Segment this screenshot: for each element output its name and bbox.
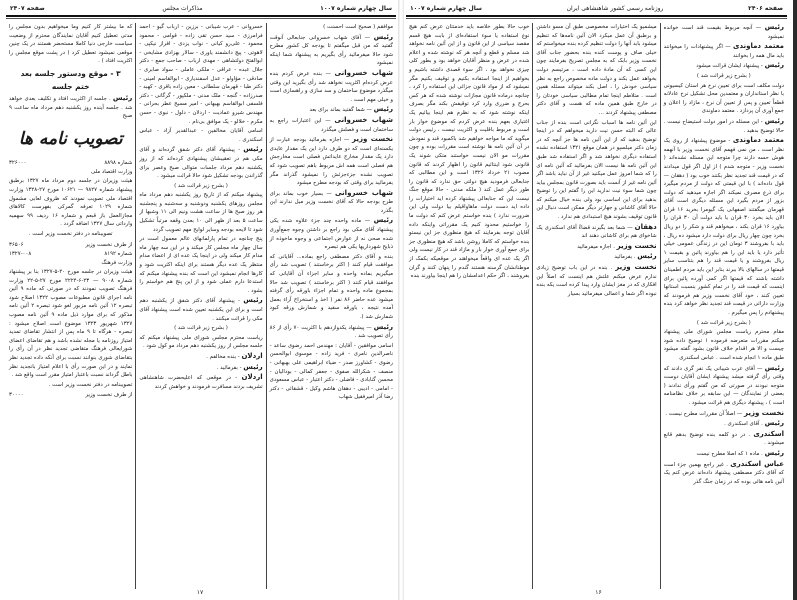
speech-text: - پیشنهاد آقای دکتر شفق گرده‌اند و آقای مکی هم در تعقیبشان پیشنهادی کرده‌اند که از روز یکشنبه دهم مرداد جلسات متوالی صبح وعصر برای گذراندن بودجه تشکیل شود حالا قرائت میشود . xyxy=(139,147,263,180)
speaker-paragraph xyxy=(536,242,656,252)
speaker-name: رئیس xyxy=(373,105,393,114)
speaker-paragraph xyxy=(139,145,262,180)
speech-text: — بسیار خوب بماند برای طرح بودجه حالا که آقای نخست وزیر میل ندارند این بگذرد xyxy=(269,190,393,214)
speaker-paragraph xyxy=(270,216,393,251)
speaker-name: اردلان xyxy=(241,373,263,382)
speaker-name: نخست وزیر xyxy=(616,241,657,250)
body-paragraph: که ما بیشتر کار کنیم وما میخواهیم بدون مجلس را مدتی تعطیل کنیم آقایان نمایندگان محترم از وضعیت سیاست خارجی دنیا کاملا مستحضر هستند در یک چنین موقعی نمیشود تعطیل کرد ( در پشت موقع مجلس را اکثریت افتاد ) . xyxy=(9,24,133,65)
body-paragraph: اسامی موافقین - آقایان : مهندس احمد رضوی ساعد - ناصرالدین نامری - فرید زاده - موسوی ابوالحسن رضوی - کشاورز صدر - ضیاء ابراهیمی علی بهبهانی - منصف - شکرالله صفوی - جعفر کمالی - بودالیان - محسن گنابادی - فاضلی - دکتر اعتبار - عباس مسعودی - امامی - ادیبی - دهقان هاشم وکیل - قشقائی - دکتر رضا آذر امیرفقیل شهاب xyxy=(269,342,393,401)
speech-text: — ماده واحده چند جزء علاوه شده یکی پیشنهاد آقای مکی بود راجع بر داشتن وجوه جمع‌آوری شده صحی نه از عوارض اجتماعی و وجوه ماخوذه از ذبایح شهرداریها یکی هم تبصره xyxy=(269,218,393,251)
speech-text: - در موقعی که اعلیحضرت شاهنشاهی تشریف بردند مسافرت فرمودند و خواهش کردند xyxy=(139,375,263,390)
speaker-name: رئیس xyxy=(243,145,263,154)
page-folio: ۱۶ xyxy=(595,589,602,596)
column xyxy=(267,23,396,589)
signatory: از طرف نخست وزیر xyxy=(85,392,133,399)
decree-body: هیئت وزیران در جلسه مورخ ۲۰-۵-۱۳۲۷ بنا بر پیشنهاد شماره ۹۰۰۸ — ۲۳-۶-۲۲۲۴ مورخ ۲۷-۵-۲۲ وزارت فرهنگ تصویب نمودند که در صورتی که ماده ۹ آئین نامه اجرای قانون مطبوعات مصوب ۱۳۲۲ اصلاح شود تبصره ۱۲ آئین نامه مزبور لغو شود تبصره ۲ آئین نامه مذکور که برای موارد ذیل ماده ۹ آئین نامه مصوب ۱۳۲۷ شهریور ۱۳۲۳ موضوع است اصلاح میشود : تبصره - هرگاه تا ۹ ماه پس از انتشار تقاضای تمدید امتیاز روزنامه یا مجله نشده باشد و هم تقاضای اعضای شورایعالی فرهنگ متقاضی تجدید نظر در آن رأی را بتقاضای شوری بنوانند نسبت برای آنکه داده تجدید نظر نمایند و در این صورت رأی با اعلام امتیاز بانجدید نظر باطل گرداند نسبت باعتبار امتیاز مقرر است واقع شد . xyxy=(9,269,133,379)
speech-text: — بنده عرض کردم بنده عرض کرده‌ام اکثریت نخواهد شد رأی بگیرید این وقتی میگذرد موضوع ساختمان و سد سازی و راهسازی است و خیلی مهم است . xyxy=(269,70,393,103)
speaker-paragraph xyxy=(139,352,262,362)
read-notice: ( بشرح زیر قرائت شد ) xyxy=(174,182,228,189)
decree xyxy=(9,250,132,380)
speech-text: — اگر پیشنهادات را میخوانند باید مال همه را بخوانند xyxy=(663,44,784,59)
speech-text: . اجازه میفرمائید xyxy=(577,243,615,250)
column xyxy=(661,23,787,589)
speaker-paragraph xyxy=(270,69,393,104)
decree-signature xyxy=(9,241,132,250)
speech-text: — آقای شهاب خسروانی جنابعالی آنوقت گفتید که من قبل میگفتم تا بودجه کل کشور مطرح شود حالا میفرمائید رأی بگیریم به پیشنهاد شما اینکه نمیشود xyxy=(269,34,393,67)
speaker-name: عباس اسکندری xyxy=(730,459,784,468)
body-paragraph: مقام محترم ریاست مجلس شورای ملی پیشنهاد میکنم مقررات متعرضه فرموده ۱ توضیح داده شود چیست و الا هر اقدام خلاف قانون بشود گفته میشود طبق ماده ۱ انجام شده است . عباس اسکندری xyxy=(663,329,784,361)
binding-edge xyxy=(793,0,797,600)
decree-meta xyxy=(9,159,132,168)
decree-date: ۳۲۶۰۰۰ xyxy=(9,159,27,166)
speaker-name: رئیس xyxy=(764,363,784,372)
speech-text: . ماده ۱ که اصلا مطرح نیست xyxy=(696,450,763,457)
speaker-paragraph xyxy=(139,296,262,323)
decree-signature xyxy=(9,391,132,400)
read-notice: ( بشرح زیر قرائت شد ) xyxy=(696,319,751,326)
reference-number: ۳۶۵۰۶ xyxy=(9,241,24,248)
speech-text: . غیر راجع بهمین جزء است که آقای دکتر مصطفی پیشنهاد داده‌اند عرض کنم یک آئین نامه هائی بوده که در زمان جنگ گذر xyxy=(663,461,784,485)
speech-text: — اصلاً آن مقررات مطرح نیست . xyxy=(665,410,743,417)
column xyxy=(6,23,136,589)
speech-text: . در دو کلمه بنده توضیح بدهم قانع میشوند . xyxy=(663,431,784,447)
decree-footer: تصویبنامه در دفتر نخست وزیر است . xyxy=(28,230,113,237)
right-page-columns xyxy=(406,23,787,589)
speaker-paragraph xyxy=(664,409,784,419)
speaker-name: معتمد دماوندی xyxy=(732,136,784,145)
speech-text: — این اعتبارات راجع به ساختمان است و فصلش میگذرد xyxy=(269,117,393,133)
speaker-paragraph xyxy=(664,419,784,429)
speaker-paragraph xyxy=(270,116,393,134)
speaker-name: رئیس xyxy=(373,216,394,225)
speech-text: - پیشنهاد ایشان قرائت میشود xyxy=(696,63,763,70)
decree-number: شماره ۸۱۹۲ xyxy=(104,250,133,257)
speaker-paragraph xyxy=(664,61,784,71)
section-heading: ختم جلسه xyxy=(51,81,90,91)
speaker-name: شهاب خسروانی xyxy=(334,115,393,124)
speech-text: . آقای اسکندری . xyxy=(724,421,763,428)
page-number: صفحه ۲۴۰۶ xyxy=(748,5,783,12)
speech-text: . بنده در این باب توضیح زیادی ندارم عرض میکنم علتش هم اینست که اصلاً این افکاری که در مغز ایشان وارد پیدا کرده است یکه بنده نبوده اگر شما و اعمالی میفرمائید بسیار xyxy=(536,265,657,297)
speaker-paragraph xyxy=(664,364,784,408)
signatory: از طرف نخست وزیر xyxy=(85,241,133,248)
speaker-paragraph xyxy=(270,135,393,188)
speaker-name: نخست وزیر xyxy=(743,408,784,417)
speech-text: - پیشنهاد آقای دکتر شفق از یکشنبه دهم است و برای این یکشنبه تعیین شده است پیشنهاد آقای مکی را قرائت میکنند . xyxy=(139,298,263,322)
speaker-name: اردلان xyxy=(241,351,263,360)
body-paragraph: خسروانی - عرب شیبانی - برزین - ارباب گیو - احمد فرامرزی - سید حسن تقی زاده - قوامی - محمود محمود - علی‌رو کیانی - نواب یزدی - افراز نیکپی - لاهوتی - پیچ دانشمند یاوری - سالار بهزادی مشایخی - ابوالفتح دولتشاهی - مهدی ارباب - صاحب جمع - دکتر جلال عبده - عراقی - ملکی عاملی - سواد صابری - صادقی - مؤاولو - عدل اسفندیاری - ابوالقاسم امینی - دکتر طبا - قهرمان سلطانی - معین زاده باقری - کهبد - صدرزاده - گنجه - ملک مدنی - ملکپور - گرگانی - دکتر فلسفی ابوالقاسم بهبهانی - امیر مسیح عطر بحرانی - مهندس شیرو عمادیت - اردلان - دلول - نبوی - حسن مکرم - خلالو - یک موافق بی‌نام . xyxy=(139,24,263,125)
speaker-name: رئیس xyxy=(764,61,784,70)
publication-title: روزنامه رسمی کشور شاهنشاهی ایران xyxy=(566,5,664,12)
decree-number: شماره ۸۸۹۸ xyxy=(104,159,133,166)
speaker-paragraph xyxy=(536,263,656,298)
decree-ministry: وزارت فرهنگ xyxy=(101,259,133,266)
speaker-name: شهاب خسروانی xyxy=(334,188,393,197)
speech-text: - بفرمائید . xyxy=(216,364,242,371)
body-paragraph: دولت مکلف است برای تعیین نرخ هر استان کیسیونی با نظر استانداران و معتمدین محل تشکیل نرخ عادلانه قطعاً تعیین و پس از تعیین آن نرخ ، مازاد را اعلان و جمع آوری آن پردازد . معتمد دماوندی xyxy=(663,82,784,115)
body-paragraph: میشمیو یک اختیارات مخصوصی طبق آن مسو داشتن و برطبق آن عمل میکرد الان آئین نامه‌ها که تنظیم میشود بابد آنها را دولت تنظیم کرده بنده میخواستم که خیلی صاف و پوست کنده بنده بحضور جناب آقای نخست وزیر بابک که به مجلس تصریح بفرمایند چون این کسی که آن مادهٔ داده است ، مرتیسم دولت بخواهد عمل بکند و دولت ماده مخصوص راجع به نظر سیاسی خودش را ، اصل بکند میتواند مسئله همین است . متلاطم اینجا تمام مطالبی سیاسی خودتان را در خارج طبق همین ماده که هست و آقای دکتر مصطفی پیشنهاد کردند ... xyxy=(536,24,657,116)
body-paragraph: پیشنهاد میکنم که از تاریخ روز یکشنبه دهم مرداد ماه مجلس روزهای یکشنبه ودوشنبه و سه‌شنبه و پنجشنبه هر روز صبح ها از ساعت هشت ونیم الی ۱۱ وشبها از ساعت ۵ بعد از ظهر الی ۱۰ بعدن وقفه مرتباً تشکیل شود تا لایحه بودجه وسایر لوایح مهم تصویب گردد xyxy=(139,192,263,233)
speech-text: - موضوع پیشنهاد از روی یک نظر است ، من نمی فهمم آقای نخست وزیر با آنهمه هوش حسه دارند چرا متوجه این مسئله نشده‌اند ( نخست وزیر - متوجه شدم ) از اول اگر قول میدادند که در قیمت قند تجدید نظر بکنند خوب بود ( دهقان — قول داده‌اند ) با این قیمتی که دولت از مردم میگیرد برای ذرع مصرف نمیکند اگر اجازه میدهید که دولت بزور از مردم بگیرد این مسئله دیگری است آقای قهرمان میگفتند اصفهانی یک گیومرا بخرید ۱۶ قران الان باید بخرد ۳۰ قران یا باید دولت آن ۳۰ قران را بیاورد ۱۶ قران بکند ، میخواهم قند و شکر را دو ریال بخرد چون چهار ریال برای دولت دارد میشود ده ریال ، باید با بفروشند ۳ تومان این در زندگی عمومی خیلی تأثیر دارد یا باید این را هم بیاورند پائین و بقیمت ۱ ریال بفروشند و یا قیمت قند را هم بتناسب سایر قیمتها در سالهای بالا ببرند بنابر این باید مردم اطمینان داشته باشند که قیمتها اگر کمی آورده پائین برای اینست که قیمت قند را در تمام کشور بنسبت استانها تعیین کنند ، خود آقای نخست وزیر هم فرمودند که وزارت دارائی در قیمت قند تجدید نظر خواهد کرد بنده پیشنهادم را پس میگیرم . xyxy=(663,138,784,316)
decree-date: ۱۳۲۷-۰۰۸ xyxy=(9,250,32,257)
body-paragraph: اسامی آقایان مخالفین - عبدالقدیر آزاد - عباس اسکندری . xyxy=(139,128,263,143)
speaker-paragraph xyxy=(270,105,393,115)
body-paragraph: موافقم ( صحیح است احسنت ) xyxy=(323,24,393,30)
speaker-paragraph xyxy=(9,94,132,121)
speech-text: — اجازه بفرمائید بودجه عبارت از یکسنه‌ای است که دو طرف دارد این یک مقدار عایدی دارد یک مقدار مخارج عایداتش فصلی است مخارجش هم فصلی است همه اش مربوط باهم تصویب شود که تصویب نشده جزءجزئش را نمیشود گذراند مگر بفرمائید برای وقتی که بودجه مطرح میشود xyxy=(269,137,393,187)
body-paragraph: خوب حالا بطور خلاصه باید خدمتتان عرض کنم هیچ نوع استفاده یا سوء استفاده‌ای از بابت هیچ قسم مقصد سیاسی از این قانون و از این آئین نامه نخواهد شد مسلم و قطع و آنچه هر که نوشته شده و اعلام شده در عرض و منظر آقایان خواهد بود و بطور کلی چیزی نخواهد بود ، اگر سوء قصدی داشته باشیم و بخواهیم از اینجا استفاده بکنیم و توقیف بکنیم مگر نمیشود که از مواد قانون جزائی این استفاده را کرد ، چنانچه درماده قانون مجازات نوشته شده که هر کس بحرج و ضرری وارد کرد توقیفش بکند مگر بصرف اینکه نوشته شود که به نظرم هم اینجا بیائیم یک اغتیاری بعهم بنده عرض کردم که موضوع خوار بار است و مربوط باقلیت و اکثریت نیست ، رئیس دولت میگوید که ما مواجه خواهیم شد باکمبود قند و نمودش در آن آئین نامه ها نوشته است مقررات بوده و چون مقررات مو الان نیست خواستند متکی شوند یک قانونی شود اینتائیم قانون را اظهار کردند که قانون مصوب ۲۱ خرداد ۱۳۲۶ است و این مطالبی که جنابعالی فرمودید هیچ دولتی حق ندارد که قانون را طور دیگر عمل کند ( ملکه مدنی - حالا موقع جنگ نیست این که جنابعالی پیشنهاد کرده اید اختیارات را داده اید دست دولت ماهاواقیلم بیا دولت ولی این ضرورت ندارد ) بنده خواستم عرض کنم که دولت ما را خواستیم محدود کنیم یک مقرراتی واینکه داده آقایان توجه بفرمایند که هیچ منظوری جز این نیستو بنده خواستم که کاملا روشن باشد که هیچ منظوری جز برای جمع آوری خوار بار و مازاد قند در کار نیست ولی اگر یک عده ای واقعاً میخواهند در موقعیکه بکمک از موطنانشان گرسنه هستند گندم را پنهان کنند و گران بفروشند ، اگر حکم اعدامشان را هم اینجا بیاورند بنده xyxy=(409,24,530,280)
speech-text: — آنچه مربوط بقیمت قند است خوانده نمیشود xyxy=(663,25,784,40)
speech-text: — پیشنهاد یکدوازدهم با اکثریت ۷۰ رأی از ۸۶ رأی تصویب شد . xyxy=(269,324,393,340)
speaker-name: رئیس xyxy=(637,252,657,261)
speaker-name: معتمد دماوندی xyxy=(733,42,785,51)
speech-text: . بفرمائید xyxy=(614,254,636,261)
speaker-paragraph xyxy=(139,363,262,373)
speaker-name: رئیس xyxy=(764,448,784,457)
decrees-title: تصویب نامه ها xyxy=(18,128,123,149)
right-page xyxy=(400,0,797,600)
speaker-paragraph xyxy=(270,323,393,341)
decree-meta xyxy=(9,250,132,259)
column xyxy=(533,23,660,589)
speaker-name: رئیس xyxy=(112,93,133,102)
speaker-name: اسکندری xyxy=(753,429,785,438)
speech-text: . جلسه از اکثریت افتاد و تکلیف بعدی خواهد شد . جلسه آینده روز یکشنبه دهم مرداد ماه ساعت ۹ صبح xyxy=(9,95,133,120)
issue-number: سال چهارم شماره ۱۰۰۷ xyxy=(410,5,482,12)
left-running-head xyxy=(6,0,396,17)
column xyxy=(136,23,266,589)
decree-ministry: وزارت اقتصاد ملی xyxy=(90,168,133,175)
speaker-paragraph xyxy=(536,252,656,262)
speaker-name: رئیس xyxy=(373,322,393,331)
speech-text: — آقای عرب شیبانی یک نفر گری دادند که وقتی رأی گرفته میشد پیشنهاد ایشان آقایان دوست متوجه نبودند در صورتی که من گفتم ورأی ندادند ( بعضی از نمایندگان — این سابقه بر خلاف نظامنامه است ) ، پیشنهاد دیگری هم قرائت میشود . xyxy=(663,365,784,406)
right-running-head xyxy=(406,0,787,17)
body-paragraph: تصویبنامه در دفتر نخست وزیر است . xyxy=(48,381,133,388)
speaker-name: رئیس xyxy=(243,362,263,371)
page-number: صفحه ۲۴۰۷ xyxy=(10,5,45,12)
body-paragraph: این آئین نامه ها اسباب نگرانی است بنده از جناب عالی که البته حسن نیت دارید میخواهم که در اینجا توضیح بدهید که از این آئین نامه ها جز آنچه که در زمان دکتر میلسپو در همان موقع ۱۳۲۱ استفاده نشده استفاده دیگری نخواهد شد و اگر استفاده شد طبق این آئین نامه ها نیست الان بفرمائید که آئین نامه ای را که شما امروز عمل میکنید غیر از آن نباید باشد اگر آئین نامه غیر از آنست باید بصورت قانون بمجلس بیاید چون شما سوء نیت ندارید این را گفتم این را توضیح بدهید برای این اساسی بود ولی بنده خیال میکنم که حالا آقای کاشانی و جهارتر دیگر ممکن است دنبال این قانون توقیف بشوند هیچ استبدادی هم ندارد . xyxy=(536,119,657,221)
speaker-paragraph xyxy=(664,23,784,41)
speaker-name: نخست وزیر xyxy=(352,135,394,144)
speaker-paragraph xyxy=(270,33,393,68)
issue-number: سال چهارم شماره ۱۰۰۷ xyxy=(320,5,392,12)
speech-text: — شما گفتید بماند برای بعد xyxy=(309,107,372,114)
speaker-paragraph xyxy=(664,460,784,487)
speaker-paragraph xyxy=(664,117,784,135)
speaker-paragraph xyxy=(664,42,784,60)
speaker-name: رئیس xyxy=(764,419,784,428)
speaker-name: رئیس xyxy=(764,116,784,125)
body-paragraph: پنج چنانچه در تمام پارلمانهای عالم معمول است در سال چهار ماه مجلس کار میکند و در این سه چهار ماه مدام کار میکند ولی در اینجا یک عده ای از اعضاء مدام منتظر یک عده دیگر هستند برای اینکه اکثریت شود و کارها انجام نمیشود این است که بنده پیشنهاد میکنم که استدعا دارم عملی شود و از این پنج هم خواستم را بشود . xyxy=(139,236,263,294)
reference-number: ۳۰۰۰۰ xyxy=(9,392,24,399)
speaker-name: نخست وزیر xyxy=(615,263,657,272)
section-heading: ۳ - موقع ودستور جلسه بعد xyxy=(20,68,121,78)
speech-text: - این مسئله در امور دولت استیضاح نیست . حالا توضیح بدهید . xyxy=(663,118,784,134)
page-folio: ۱۷ xyxy=(196,589,204,596)
body-paragraph: بنده و آقای دکتر مصطفی راجع بماده... آقایانی که موافقت قیام کنند ( اکثر برخاستند ) تصویب شد رأی میگیریم بماده واحده و سایر اجزاء آن آقایانی که موافقند قیام کنند ( اکثر برخاستند ) تصویب شد حالا بمجموع ماده واحده و تمام اجزاء باورقه رأی گرفته میشود عده حاضر ۸۶ نفر ( اخذ و استخراج آراء بعمل آمده نتیجه ، باورقه سفید و شمارش ورقه کبود شمارش شد ). xyxy=(269,253,393,320)
speech-text: — شما بعد بگیرند قضاءً آقای اسکندری یک شاخوای هم برای کاشانی دهند اند xyxy=(536,224,657,240)
speaker-name: رئیس xyxy=(764,23,785,31)
speaker-paragraph xyxy=(270,189,393,216)
read-notice: ( بشرح زیر قرائت شد ) xyxy=(174,325,228,332)
speech-text: - بنده مخالفم . xyxy=(206,353,240,360)
speaker-paragraph xyxy=(664,136,784,317)
speaker-name: شهاب خسروانی xyxy=(334,68,394,77)
left-page-columns xyxy=(6,23,396,589)
speaker-paragraph xyxy=(536,223,656,241)
speaker-paragraph xyxy=(664,449,784,459)
speaker-name: رئیس xyxy=(373,32,393,41)
speaker-name: دهقان xyxy=(634,222,657,231)
section-title: مذاکرات مجلس xyxy=(162,5,203,12)
decree-body: هیئت وزیران در جلسه دوم مرداد ماه ۱۳۲۷ برطبق پیشنهاد شماره ۹۸۲۷ — ۱۰۶۲۱ مورخ ۲۷-۱۳۲۸ وزارت اقتصاد ملی تصویب نمودند که ظروف لعابی مشمول شماره ۱۰۲۹ تعرفه گمرکی بفهرست کالاهای مجاز‌العمل باز قبعم و شماره ۱۶ ردیف ۹۹ سهمیه وارداتی سال ۱۳۲۷ اضافه گردد . xyxy=(9,178,133,228)
body-paragraph: ریاست محترم مجلس شورای ملی پیشنهاد میکنم که جلسه مجلس از روز یکشنبه دهم مرداد مو کول شود . xyxy=(139,334,263,350)
decree xyxy=(9,159,132,239)
column xyxy=(406,23,533,589)
speaker-paragraph xyxy=(664,430,784,448)
speaker-name: رئیس xyxy=(243,296,263,305)
page-gutter xyxy=(398,0,404,600)
read-notice: ( بشرح زیر قرائت شد ) xyxy=(696,72,751,79)
speaker-paragraph xyxy=(139,373,262,391)
